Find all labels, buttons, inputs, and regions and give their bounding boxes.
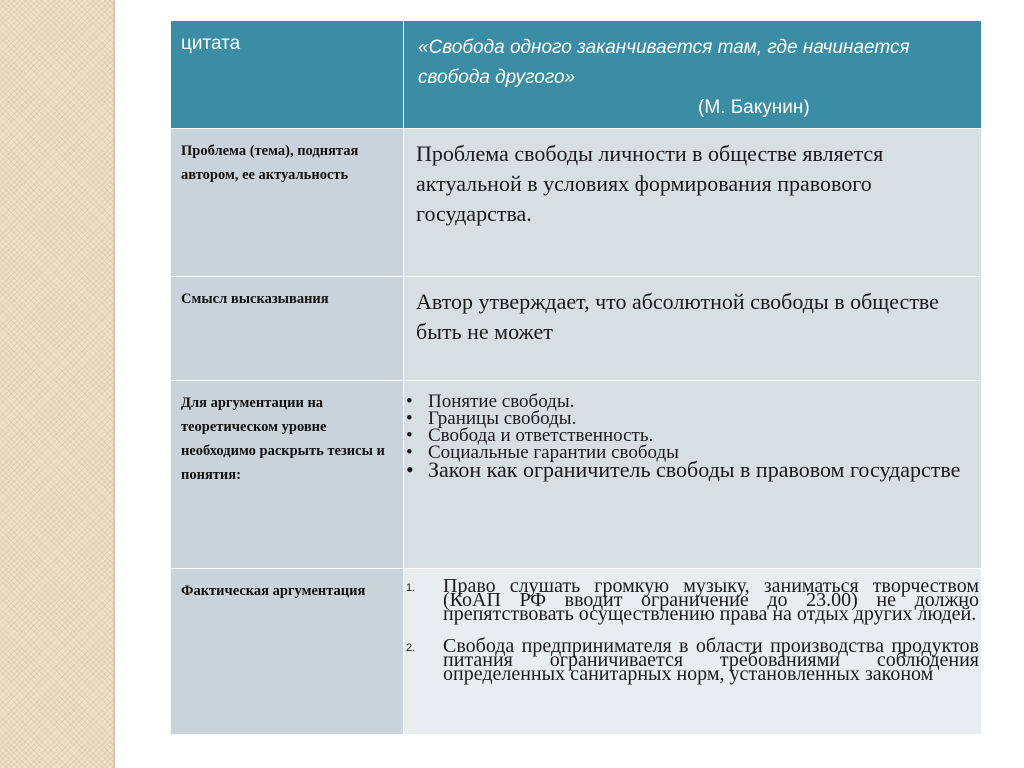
- table-header-row: [171, 21, 982, 129]
- table-row-theory: [171, 381, 982, 569]
- decorative-side-strip: [0, 0, 113, 768]
- list-item: [404, 635, 979, 685]
- argument-text: Право слушать громкую музыку, заниматься творчеством (КоАП РФ вводит ограничение до 23.00) не должно препятствовать осуществлению права на отдых других людей.: [443, 575, 979, 625]
- row-label-cell: [171, 569, 404, 735]
- quote-text: «Свобода одного заканчивается там, где начинается свобода другого»: [418, 37, 910, 88]
- thesis-text: Понятие свободы.: [428, 391, 575, 412]
- list-item: [406, 457, 979, 482]
- header-label-cell: [171, 21, 404, 129]
- thesis-text: Свобода и ответственность.: [428, 425, 654, 446]
- list-item: [404, 575, 979, 625]
- essay-plan-table: [170, 20, 982, 735]
- bullet-dot: •: [406, 391, 413, 412]
- row-label-theory: Для аргументации на теоретическом уровне необходимо раскрыть тезисы и понятия:: [181, 395, 385, 483]
- bullet-dot: •: [406, 408, 413, 429]
- row-text-meaning: Автор утверждает, что абсолютной свободы в обществе быть не может: [416, 289, 939, 344]
- bullet-dot: •: [406, 442, 413, 463]
- row-label-meaning: Смысл высказывания: [181, 291, 329, 307]
- thesis-text: Закон как ограничитель свободы в правовом государстве: [428, 457, 961, 482]
- header-quote-cell: [404, 21, 982, 129]
- side-strip-edge: [113, 0, 115, 768]
- bullet-dot: •: [406, 425, 413, 446]
- row-content-cell: [404, 569, 982, 735]
- thesis-text: Социальные гарантии свободы: [428, 442, 679, 463]
- row-content-cell: [404, 129, 982, 277]
- argument-text: Свобода предпринимателя в области производства продуктов питания ограничивается требованиями соблюдения определенных санитарных норм, установленных законом: [443, 635, 979, 685]
- table-row-meaning: [171, 277, 982, 381]
- item-number: 2.: [406, 642, 416, 654]
- item-number: 1.: [406, 582, 416, 594]
- arguments-list: [404, 569, 981, 685]
- header-label: цитата: [181, 33, 241, 54]
- table-row-arguments: [171, 569, 982, 735]
- row-text-problem: Проблема свободы личности в обществе является актуальной в условиях формирования правового государства.: [416, 141, 884, 226]
- row-content-cell: [404, 381, 982, 569]
- row-label-cell: [171, 277, 404, 381]
- row-label-cell: [171, 381, 404, 569]
- row-label-cell: [171, 129, 404, 277]
- row-content-cell: [404, 277, 982, 381]
- theses-list: [404, 381, 981, 482]
- thesis-text: Границы свободы.: [428, 408, 577, 429]
- bullet-dot: •: [406, 457, 414, 482]
- table-row-problem: [171, 129, 982, 277]
- row-label-arguments: Фактическая аргументация: [181, 583, 366, 599]
- row-label-problem: Проблема (тема), поднятая автором, ее актуальность: [181, 143, 359, 183]
- quote-author: (М. Бакунин): [698, 97, 810, 118]
